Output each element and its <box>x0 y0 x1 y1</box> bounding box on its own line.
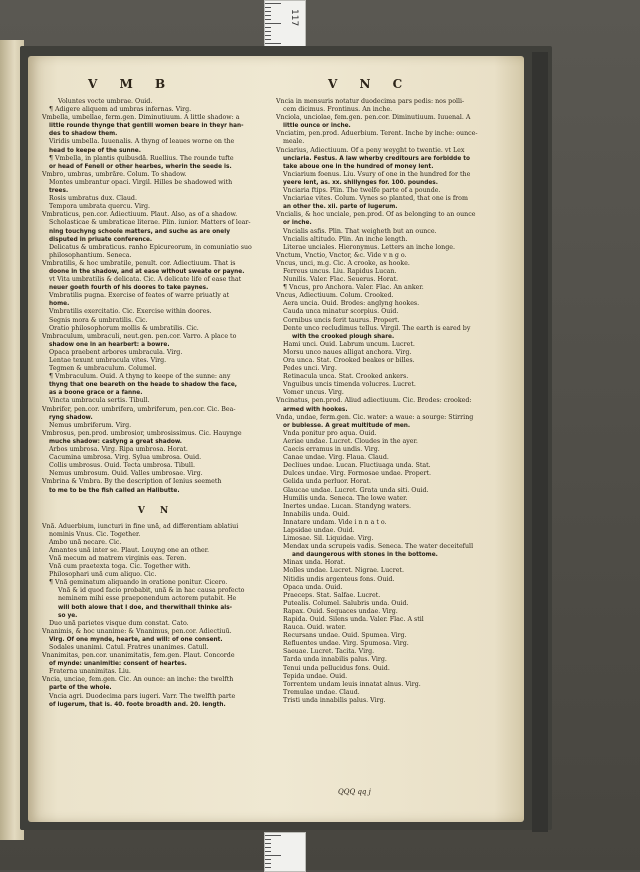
text-line: Cauda unca minatur scorpius. Ouid. <box>283 308 399 316</box>
text-line: Rosis umbratus dux. Claud. <box>49 195 137 203</box>
text-line: meale. <box>283 138 305 146</box>
text-line: Vncialis asfis. Plin. That weigheth but an ounce. <box>283 227 437 235</box>
text-line: Delicatus & umbraticus. ranho Epicureorum, in comuniatio suo <box>49 243 252 251</box>
text-line: Oratio philosophorum mollis & umbratilis. Cic. <box>49 324 199 332</box>
text-line: Vmbraculum, umbraculi, neut.gen. pen.cor. Varro. A place to <box>42 332 237 340</box>
ruler-number: 117 <box>289 9 299 27</box>
text-line: Ferreus uncus. Liu. Rapidus Lucan. <box>283 267 397 275</box>
text-line: ¶ Vncus, pro Anchora. Valer. Flac. An anker. <box>283 284 424 292</box>
text-line: nominis Vnus. Cic. Together. <box>49 530 141 538</box>
text-line: Vmbrosus, pen.prod. umbrosior, umbrosissimus. Cic. Hauynge <box>42 429 242 437</box>
text-line: Tristi unda innabilis palus. Virg. <box>283 696 386 704</box>
text-line: or bublesse. A great multitude of men. <box>283 422 411 429</box>
text-line: Inertes undae. Lucan. Standyng waters. <box>283 502 411 510</box>
text-line: Saeuae. Lucret. Tacita. Virg. <box>283 648 375 656</box>
text-line: philosophantium. Seneca. <box>49 251 132 259</box>
text-line: ryng shadow. <box>49 414 93 421</box>
text-line: Montes umbrantur opaci. Virgil. Hilles be shadowed with <box>49 178 233 186</box>
text-line: Vomer uncus. Virg. <box>283 389 344 397</box>
running-head-right: V N C <box>328 77 412 91</box>
text-line: little rounde thynge that gentill women beare in theyr han- <box>49 123 244 130</box>
text-line: Vncia in mensuris notatur duodecima pars pedis: nos polli- <box>276 98 465 105</box>
text-line: Tegmen & umbraculum. Columel. <box>49 365 157 373</box>
left-text-column <box>42 98 270 709</box>
text-line: Nemus umbriferum. Virg. <box>49 421 132 429</box>
text-line: Opaca praebent arbores umbracula. Virg. <box>49 348 183 356</box>
text-line: Mendax unda scrupeis vadis. Seneca. The water deceitefull <box>283 543 474 551</box>
text-line: or head of Fenell or other hearbes, wherin the seede is. <box>49 163 232 170</box>
text-line: Amantes unã inter se. Plaut. Louyng one an other. <box>49 546 210 554</box>
text-line: Tenui unda pellucidus fons. Ouid. <box>283 664 390 672</box>
text-line: Literae unciales. Hieronymus. Letters an inche longe. <box>283 243 455 251</box>
text-line: Voluntes vocte umbrae. Ouid. <box>58 98 153 105</box>
scale-ruler-top <box>264 0 306 48</box>
text-line: Hami unci. Ouid. Labrum uncum. Lucret. <box>283 340 415 348</box>
ruler-tick <box>265 863 271 864</box>
text-line: Vncus, Adiectiuum. Colum. Crooked. <box>276 292 394 300</box>
text-line: with the crooked plough share. <box>292 333 395 340</box>
text-line: Nunilis. Valer. Flac. Seuerus. Horat. <box>283 276 399 284</box>
text-line: Vnciarius, Adiectiuum. Of a peny weyght to twentie. vt Lex <box>276 146 465 154</box>
text-line: Vncus, unci, m.g. Cic. A crooke, as hooke. <box>276 259 410 267</box>
text-line: Tarda unda innabilis palus. Virg. <box>283 656 387 664</box>
text-line: home. <box>49 301 70 308</box>
text-line: or inche. <box>283 220 312 227</box>
text-line: neuer goeth fourth of his doores to take paynes. <box>49 285 209 292</box>
text-line: take aboue one in the hundred of money lent. <box>283 163 434 170</box>
text-line: Rapida. Ouid. Silens unda. Valer. Flac. A stil <box>283 616 424 623</box>
ruler-tick <box>265 27 271 28</box>
ruler-tick <box>265 15 271 16</box>
text-line: Vncia agri. Duodecima pars iugeri. Varr. The twelfth parte <box>49 692 236 700</box>
text-line: yeere lent, as. xx. shillynges for. 100. poundes. <box>283 179 438 186</box>
text-line: Vnctum, Vnctio, Vnctor, &c. Vide v n g o. <box>276 251 407 259</box>
section-heading: V N <box>137 505 175 516</box>
text-line: Philosophari unã cum aliquo. Cic. <box>49 571 157 579</box>
text-line: vt Vita umbratilis & delicata. Cic. A delicate life of ease that <box>49 276 242 284</box>
text-line: Pedes unci. Virg. <box>283 365 337 373</box>
text-line: Scholasticae & umbraticae literae. Plin. iunior. Matters of lear- <box>49 219 251 227</box>
text-line: Vncialis altitudo. Plin. An inche length. <box>283 235 408 243</box>
ruler-tick <box>265 839 271 840</box>
running-head-left: V M B <box>88 77 175 91</box>
text-line: Ambo unã necare. Cic. <box>49 538 122 546</box>
text-line: ¶ Adigere aliquem ad umbras infernas. Virg. <box>49 106 192 114</box>
text-line: Aeriae undae. Lucret. Cloudes in the ayer. <box>283 437 418 445</box>
text-line: Cacumina umbrosa. Virg. Sylua umbrosa. Ouid. <box>49 454 202 462</box>
text-line: ning touchyng schoole matters, and suche as are onely <box>49 228 230 235</box>
text-line: Vincta umbracula sertis. Tibull. <box>49 397 150 405</box>
text-line: Vnanimitas, pen.cor. unanimitatis, fem.gen. Plaut. Concorde <box>42 652 235 660</box>
text-line: Praeceps. Stat. Salfae. Lucret. <box>283 591 381 599</box>
text-line: Molles undae. Lucret. Nigrae. Lucret. <box>283 567 404 575</box>
ruler-tick <box>265 43 281 44</box>
text-line: Humilis unda. Seneca. The lowe water. <box>283 494 408 502</box>
text-line: Minax unda. Horat. <box>283 559 346 567</box>
text-line: Vmbratilis exercitatio. Cic. Exercise within doores. <box>49 308 212 316</box>
text-line: Vmbella, umbellae, ferm.gen. Diminutiuum. A little shadow: a <box>42 114 240 122</box>
text-line: Ora unca. Stat. Crooked beakes or billes. <box>283 357 415 364</box>
cover-edge <box>532 52 548 832</box>
text-line: as a boone grace or a fanne. <box>49 390 143 397</box>
text-line: Vncialis, & hoc unciale, pen.prod. Of as belonging to an ounce <box>276 211 476 219</box>
text-line: Rauca. Ouid. water. <box>283 624 346 632</box>
text-line: Vnciarium foenus. Liu. Vsury of one in the hundred for the <box>283 170 471 178</box>
text-line: muche shadow: castyng a great shadow. <box>49 438 183 445</box>
text-line: Morsu unco naues alligat anchora. Virg. <box>283 348 412 356</box>
text-line: Arbos umbrosa. Virg. Ripa umbrosa. Horat. <box>49 446 188 454</box>
text-line: Vnã & id quod facio probabit, unã & in hac causa profecto <box>58 587 245 595</box>
text-line: Tremulae undae. Claud. <box>283 688 360 696</box>
text-line: Tepida undae. Ouid. <box>283 672 348 680</box>
text-line: Cornibus uncis ferit taurus. Propert. <box>283 316 400 324</box>
ruler-tick <box>265 11 271 12</box>
ruler-tick <box>265 843 271 844</box>
text-line: of iugerum, that is. 40. foote broadth and. 20. length. <box>49 701 226 708</box>
text-line: Dulces undae. Virg. Formosae undae. Propert. <box>283 470 431 478</box>
text-line: ¶ Vnã geminatum aliquando in oratione ponitur. Cicero. <box>49 579 228 587</box>
text-line: of mynde: unanimitie: consent of heartes. <box>49 661 187 668</box>
ruler-tick <box>265 851 271 852</box>
text-line: shadow one in an hearbert: a bowre. <box>49 341 170 348</box>
text-line: little ounce or inche. <box>283 123 351 130</box>
ruler-tick <box>265 39 271 40</box>
text-line: trees. <box>49 188 69 195</box>
signature-mark: QQQ qq j <box>338 788 371 796</box>
text-line: Caecis erramus in undis. Virg. <box>283 446 380 454</box>
text-line: des to shadow them. <box>49 131 118 138</box>
text-line: Nemus umbrosum. Ouid. Valles umbrosae. Virg. <box>49 470 203 478</box>
text-line: Nitidis undis argenteus fons. Ouid. <box>283 575 395 583</box>
text-line: Vnã mecum ad matrem virginis eas. Teren. <box>49 554 187 562</box>
ruler-tick <box>265 35 271 36</box>
text-line: Vnda, undae, ferm.gen. Cic. water: a waue: a sourge: Stirring <box>276 413 474 421</box>
text-line: Duo unã parietes visque dum constat. Cato. <box>49 619 189 627</box>
text-line: Opaca unda. Ouid. <box>283 583 343 591</box>
text-line: Vnda ponitur pro aqua. Ouid. <box>283 429 377 437</box>
text-line: Vnã. Aduerbium, iuncturi in fine unã, ad differentiam ablatiui <box>42 522 239 530</box>
ruler-tick <box>265 31 271 32</box>
text-line: Limosae. Sil. Liquidae. Virg. <box>283 535 374 543</box>
text-line: head to keepe of the sunne. <box>49 147 141 154</box>
text-line: ¶ Vmbella, in plantis quibusdã. Ruellius. The rounde tufte <box>49 154 234 162</box>
text-line: Viridis umbella. Iuuenalis. A thyng of leaues worne on the <box>49 138 235 146</box>
text-line: Lentae texunt umbracula vites. Virg. <box>49 357 167 364</box>
text-line: Refluentes undae. Virg. Spumosa. Virg. <box>283 640 409 648</box>
text-line: ¶ Vmbraculum. Ouid. A thyng to keepe of the sunne: any <box>49 373 231 381</box>
text-line: Tempora umbrata quercu. Virg. <box>49 203 151 211</box>
text-line: Sodales unanimi. Catul. Fratres unanimes. Catull. <box>49 644 209 651</box>
text-line: Vmbrina & Vmbra. By the description of Ienius seemeth <box>42 478 222 486</box>
text-line: Vncinatus, pen.prod. Aliud adiectiuum. Cic. Brodes: crooked: <box>276 397 472 405</box>
text-line: cem dicimus. Frontinus. An inche. <box>283 106 393 114</box>
text-line: Aera uncia. Ouid. Brodes: anglyng hookes. <box>283 300 420 308</box>
text-line: Vnguibus uncis timenda volucres. Lucret. <box>283 381 416 389</box>
text-line: Fraterna unanimitas. Liu. <box>49 668 131 676</box>
scale-ruler-bottom <box>264 832 306 872</box>
text-line: Glaucae undae. Lucret. Grata unda siti. Ouid. <box>283 486 429 494</box>
text-line: armed with hookes. <box>283 406 348 413</box>
text-line: Recursans undae. Ouid. Spumea. Virg. <box>283 632 407 640</box>
text-line: Torrentem undam leuis innatat alnus. Virg. <box>283 680 421 688</box>
text-line: Vnciatim, pen.prod. Aduerbium. Terent. Inche by inche: ounce- <box>276 130 478 138</box>
ruler-tick <box>265 19 271 20</box>
ruler-tick <box>265 3 281 4</box>
text-line: and daungerous with stones in the bottome. <box>292 552 438 559</box>
ruler-tick <box>265 867 271 868</box>
text-line: Segnis mora & umbratilis. Cic. <box>49 316 148 324</box>
text-line: so ye. <box>58 612 78 619</box>
text-line: Virg. Of one mynde, hearte, and will: of one consent. <box>49 636 223 643</box>
text-line: Gelida unda perluor. Horat. <box>283 478 371 486</box>
text-line: neminem mihi esse praeponendum actorem putabit. He <box>58 595 237 603</box>
text-line: Lapsidae undae. Ouid. <box>283 526 355 534</box>
text-line: unciaria. Festus. A law wherby creditours are forbidde to <box>283 155 471 162</box>
text-line: to me to be the fish called an Halibutte. <box>49 487 180 494</box>
text-line: doone in the shadow, and at ease without sweate or payne. <box>49 268 245 275</box>
text-line: Vnciola, unciolae, fem.gen. pen.cor. Diminutiuum. Iuuenal. A <box>276 114 471 122</box>
text-line: Vnciariae vites. Colum. Vynes so planted, that one is from <box>283 195 468 203</box>
text-line: Vnanimis, & hoc unanime: & Vnanimus, pen.cor. Adiectiuũ. <box>42 627 232 635</box>
text-line: an other the. xii. parte of Iugerum. <box>283 204 398 211</box>
text-line: Vmbrifer, pen.cor. umbrifera, umbriferum, pen.cor. Cic. Bea- <box>42 405 236 413</box>
text-line: parte of the whole. <box>49 685 112 692</box>
ruler-tick <box>265 23 281 24</box>
ruler-tick <box>265 7 271 8</box>
text-line: Vmbratilis, & hoc umbratile, penult. cor. Adiectiuum. That is <box>42 259 236 267</box>
text-line: Vmbro, umbras, umbrãre. Colum. To shadow. <box>42 170 187 178</box>
ruler-tick <box>265 847 271 848</box>
text-line: Innatare undam. Vide i n n a t o. <box>283 518 387 526</box>
ruler-tick <box>265 855 281 856</box>
text-line: Vnciaria ftips. Plin. The twelfe parte of a pounde. <box>283 187 441 195</box>
text-line: Vnã cum praetexta toga. Cic. Together with. <box>49 563 191 571</box>
text-line: Canae undae. Virg. Flaua. Claud. <box>283 454 389 462</box>
text-line: Vmbraticus, pen.cor. Adiectiuum. Plaut. Also, as of a shadow. <box>42 211 238 219</box>
text-line: Vncia, unciae, fem.gen. Cic. An ounce: an inche: the twelfth <box>42 676 234 684</box>
book-page <box>28 56 524 822</box>
text-line: will both alowe that I doe, and therwithall thinke als- <box>58 604 233 611</box>
text-line: Vmbratilis pugna. Exercise of feates of warre priuatly at <box>49 292 230 300</box>
ruler-tick <box>265 835 281 836</box>
text-line: Decliues undae. Lucan. Fluctiuaga unda. Stat. <box>283 462 431 470</box>
text-line: thyng that one beareth on the heade to shadow the face, <box>49 382 237 389</box>
text-line: Dente unco recludimus tellus. Virgil. The earth is eared by <box>283 324 471 332</box>
text-line: Putealis. Columel. Salubris unda. Ouid. <box>283 599 409 607</box>
ruler-tick <box>265 859 271 860</box>
right-text-column <box>276 98 504 705</box>
text-line: Retinacula unca. Stat. Crooked ankers. <box>283 373 409 381</box>
text-line: Collis umbrosus. Ouid. Tecta umbrosa. Tibull. <box>49 462 195 470</box>
text-line: Rapax. Ouid. Sequaces undae. Virg. <box>283 607 398 615</box>
text-line: Innabilis unda. Ouid. <box>283 510 350 518</box>
text-line: disputed in priuate conference. <box>49 236 153 243</box>
